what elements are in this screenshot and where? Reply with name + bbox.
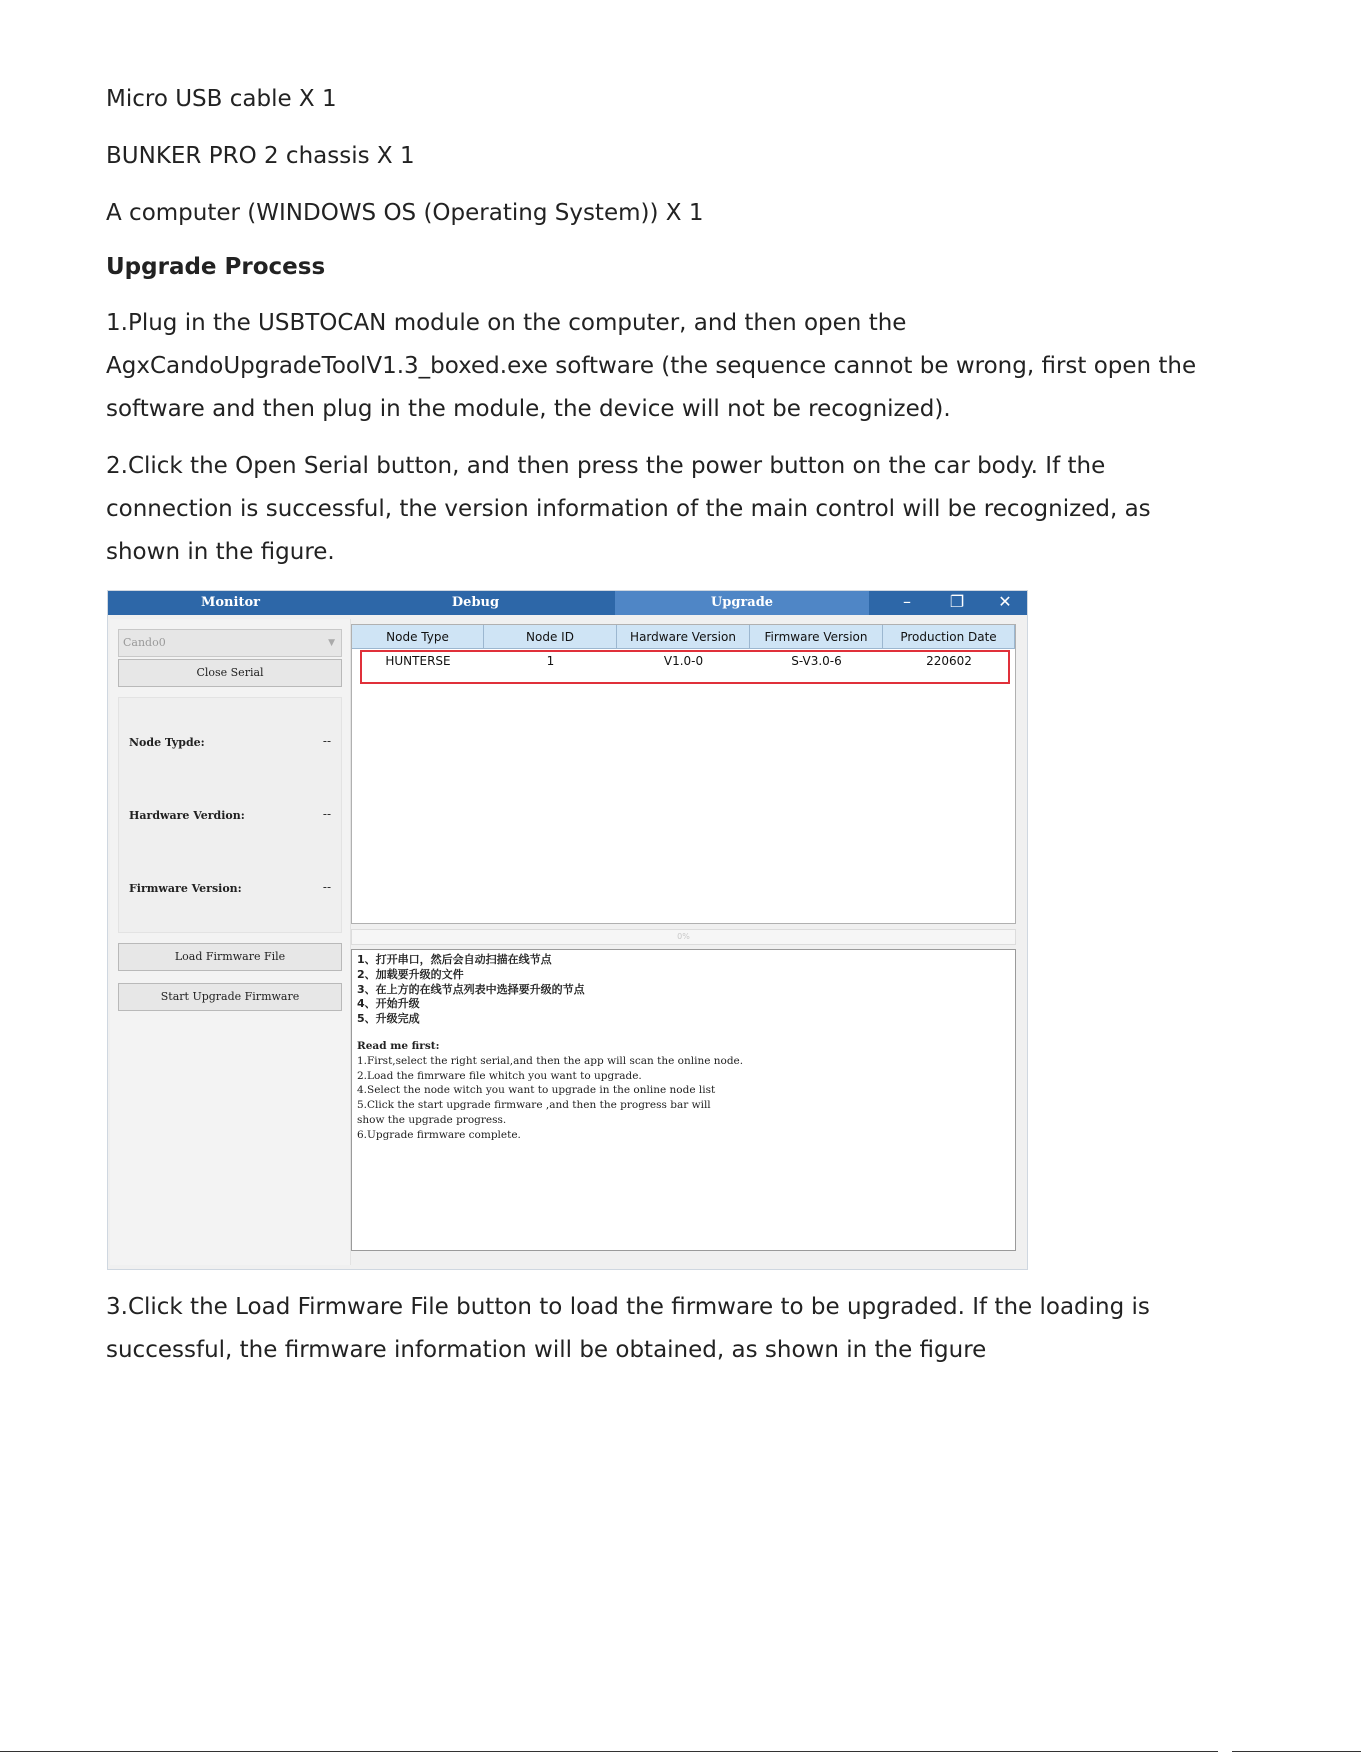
step1-line3: software and then plug in the module, the device will not be recognized). bbox=[106, 396, 951, 422]
section-heading: Upgrade Process bbox=[106, 254, 326, 280]
step1-line2: AgxCandoUpgradeToolV1.3_boxed.exe software (the sequence cannot be wrong, first open the bbox=[106, 353, 1197, 379]
instructions-log bbox=[351, 949, 1016, 1251]
log-line-en-3: 4.Select the node witch you want to upgrade in the online node list bbox=[357, 1084, 716, 1097]
cell-node-type: HUNTERSE bbox=[385, 654, 451, 668]
left-panel bbox=[110, 619, 351, 1265]
close-serial-button[interactable]: Close Serial bbox=[118, 659, 342, 687]
step3-line1: 3.Click the Load Firmware File button to load the firmware to be upgraded. If the loading is bbox=[106, 1294, 1150, 1320]
cell-firmware-version: S-V3.0-6 bbox=[791, 654, 842, 668]
column-header-production-date[interactable]: Production Date bbox=[883, 625, 1015, 649]
item-chassis: BUNKER PRO 2 chassis X 1 bbox=[106, 143, 415, 169]
log-line-cn-3: 3、在上方的在线节点列表中选择要升级的节点 bbox=[357, 982, 585, 996]
highlight-box bbox=[360, 650, 1010, 684]
step2-line3: shown in the figure. bbox=[106, 539, 335, 565]
log-line-en-6: 6.Upgrade firmware complete. bbox=[357, 1128, 521, 1141]
node-info-group bbox=[118, 697, 342, 933]
log-line-en-4: 5.Click the start upgrade firmware ,and then the progress bar will bbox=[357, 1099, 711, 1112]
column-header-node-type[interactable]: Node Type bbox=[352, 625, 484, 649]
node-type-label: Node Typde: bbox=[129, 736, 205, 749]
hardware-version-label: Hardware Verdion: bbox=[129, 809, 245, 822]
step3-line2: successful, the firmware information will be obtained, as shown in the figure bbox=[106, 1337, 987, 1363]
online-node-table bbox=[351, 624, 1016, 924]
firmware-version-value: -- bbox=[322, 880, 331, 894]
serial-port-value: Cando0 bbox=[123, 636, 166, 649]
log-line-cn-4: 4、开始升级 bbox=[357, 997, 420, 1011]
cell-production-date: 220602 bbox=[926, 654, 972, 668]
tab-monitor[interactable]: Monitor bbox=[201, 595, 260, 610]
column-header-firmware-version[interactable]: Firmware Version bbox=[750, 625, 883, 649]
log-line-en-5: show the upgrade progress. bbox=[357, 1113, 507, 1126]
log-line-cn-5: 5、升级完成 bbox=[357, 1012, 420, 1026]
tab-debug[interactable]: Debug bbox=[451, 595, 500, 610]
column-header-hardware-version[interactable]: Hardware Version bbox=[617, 625, 750, 649]
upgrade-progress-bar: 0% bbox=[351, 929, 1016, 945]
log-line-en-2: 2.Load the fimrware file whitch you want to upgrade. bbox=[357, 1069, 642, 1082]
upgrade-tool-screenshot bbox=[107, 590, 1028, 1270]
step1-line1: 1.Plug in the USBTOCAN module on the computer, and then open the bbox=[106, 310, 907, 336]
log-line-cn-2: 2、加载要升级的文件 bbox=[357, 967, 464, 981]
hardware-version-value: -- bbox=[322, 807, 331, 821]
firmware-version-label: Firmware Version: bbox=[129, 882, 242, 895]
start-upgrade-button[interactable]: Start Upgrade Firmware bbox=[118, 983, 342, 1011]
item-computer: A computer (WINDOWS OS (Operating System)) X 1 bbox=[106, 200, 704, 226]
step2-line2: connection is successful, the version information of the main control will be recognized, as bbox=[106, 496, 1151, 522]
close-icon[interactable]: ✕ bbox=[998, 592, 1012, 611]
page-footer-rule bbox=[0, 1751, 1361, 1752]
load-firmware-button[interactable]: Load Firmware File bbox=[118, 943, 342, 971]
log-line-en-1: 1.First,select the right serial,and then the app will scan the online node. bbox=[357, 1054, 744, 1067]
log-line-cn-1: 1、打开串口，然后会自动扫描在线节点 bbox=[357, 953, 552, 966]
item-micro-usb: Micro USB cable X 1 bbox=[106, 86, 337, 112]
cell-node-id: 1 bbox=[546, 654, 555, 668]
node-type-value: -- bbox=[322, 734, 331, 748]
log-title: Read me first: bbox=[357, 1039, 440, 1052]
restore-icon[interactable]: ❐ bbox=[949, 592, 965, 611]
chevron-down-icon: ▼ bbox=[328, 638, 335, 648]
tab-upgrade[interactable]: Upgrade bbox=[615, 591, 869, 615]
cell-hardware-version: V1.0-0 bbox=[663, 654, 704, 668]
serial-port-select[interactable] bbox=[118, 629, 342, 657]
footer-gap bbox=[1218, 1751, 1232, 1752]
column-header-node-id[interactable]: Node ID bbox=[484, 625, 617, 649]
tab-bar bbox=[108, 591, 1027, 615]
step2-line1: 2.Click the Open Serial button, and then press the power button on the car body. If the bbox=[106, 453, 1106, 479]
minimize-icon[interactable]: – bbox=[903, 592, 911, 611]
